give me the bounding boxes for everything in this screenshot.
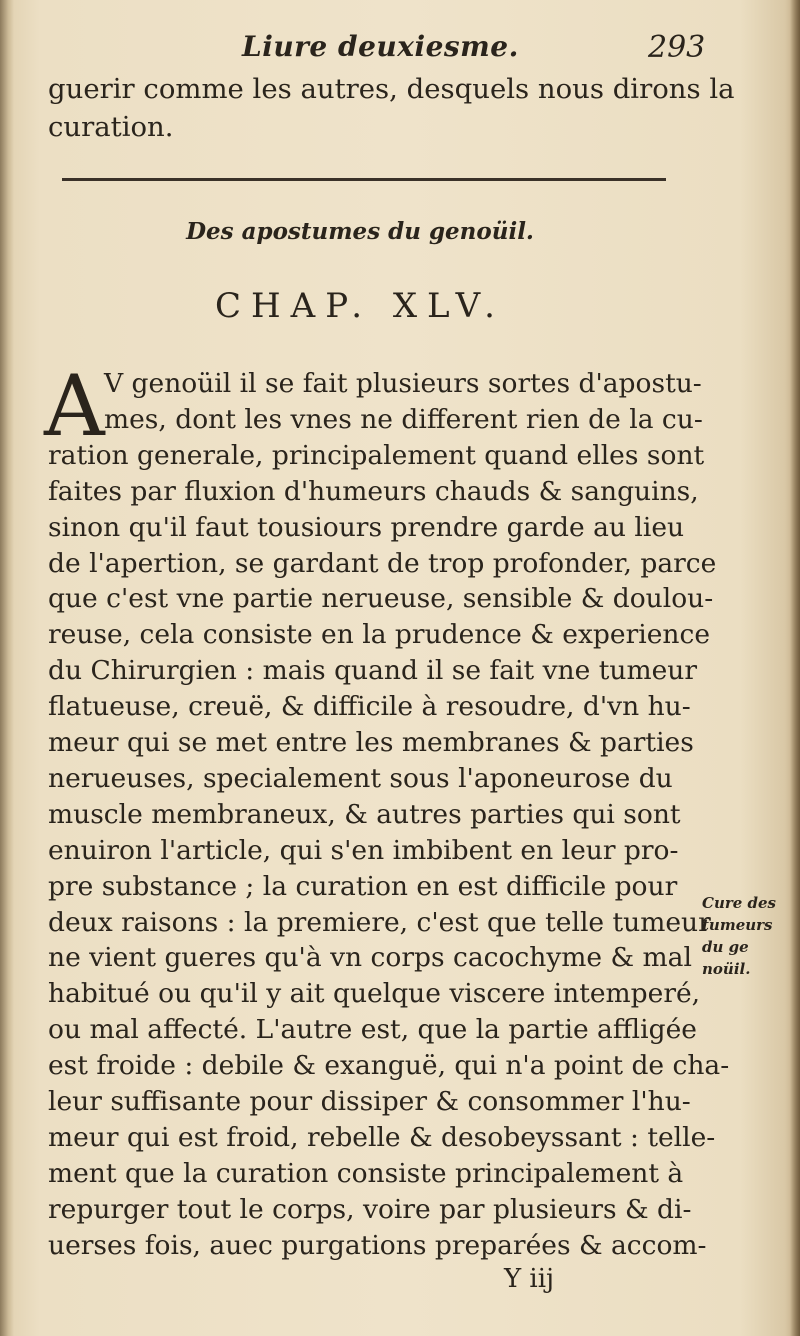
body-line: ou mal affecté. L'autre est, que la partie affligée <box>48 1014 697 1046</box>
body-line: pre substance ; la curation en est difficile pour <box>48 870 678 902</box>
signature-mark: Y iij <box>504 1264 555 1294</box>
margin-note-line: du ge <box>702 938 749 956</box>
body-line: deux raisons : la premiere, c'est que telle tumeur <box>48 906 711 938</box>
margin-note <box>702 892 798 980</box>
section-title: Des apostumes du genoüil. <box>186 218 534 245</box>
body-line: meur qui se met entre les membranes & parties <box>48 727 694 758</box>
body-line: faites par fluxion d'humeurs chauds & sanguins, <box>48 475 699 507</box>
body-line: ment que la curation consiste principalement à <box>48 1157 684 1189</box>
body-line: repurger tout le corps, voire par plusieurs & di- <box>48 1193 692 1225</box>
body-line: flatueuse, creuë, & difficile à resoudre, d'vn hu- <box>48 691 691 723</box>
body-line: ration generale, principalement quand elles sont <box>48 439 705 471</box>
running-head <box>50 28 706 68</box>
body-line: muscle membraneux, & autres parties qui sont <box>48 798 681 830</box>
text-line: curation. <box>48 111 174 143</box>
body-line: du Chirurgien : mais quand il se fait vne tumeur <box>48 655 697 687</box>
margin-note-line: tumeurs <box>702 916 773 934</box>
margin-note-line: Cure des <box>702 894 776 912</box>
body-line: reuse, cela consiste en la prudence & experience <box>48 619 710 651</box>
body-line: que c'est vne partie nerueuse, sensible & doulou- <box>48 583 714 615</box>
body-line: est froide : debile & exanguë, qui n'a point de cha- <box>48 1050 730 1082</box>
body-line: nerueuses, specialement sous l'aponeurose du <box>48 762 673 794</box>
body-line: V genoüil il se fait plusieurs sortes d'apostu- <box>104 368 702 399</box>
body-line: ne vient gueres qu'à vn corps cacochyme & mal <box>48 942 692 974</box>
body-line: habitué ou qu'il y ait quelque viscere intemperé, <box>48 978 701 1010</box>
horizontal-rule <box>62 178 666 181</box>
page-edge-shadow <box>790 0 800 1336</box>
body-line: mes, dont les vnes ne different rien de la cu- <box>104 403 703 435</box>
body-line: de l'apertion, se gardant de trop profonder, parce <box>48 547 717 579</box>
drop-cap: A <box>44 357 105 455</box>
body-line: meur qui est froid, rebelle & desobeyssant : telle- <box>48 1121 716 1153</box>
text-line: guerir comme les autres, desquels nous dirons la <box>48 73 735 105</box>
body-line: leur suffisante pour dissiper & consommer l'hu- <box>48 1086 691 1117</box>
running-title: Liure deuxiesme. <box>242 30 519 63</box>
body-line: sinon qu'il faut tousiours prendre garde au lieu <box>48 511 685 543</box>
margin-note-line: noüil. <box>702 960 751 978</box>
body-line: enuiron l'article, qui s'en imbibent en leur pro- <box>48 834 679 866</box>
page-number: 293 <box>648 30 706 65</box>
body-line: uerses fois, auec purgations preparées & accom- <box>48 1229 707 1261</box>
chapter-heading: CHAP. XLV. <box>215 286 505 326</box>
page-gutter-shadow <box>0 0 14 1336</box>
